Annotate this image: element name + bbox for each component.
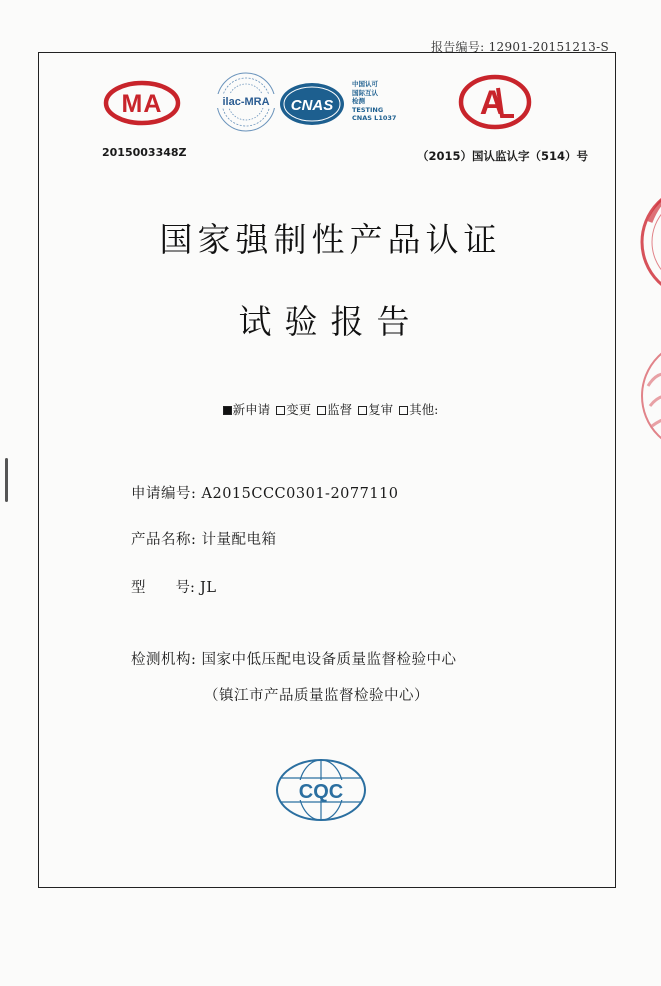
checkbox-checked [223, 406, 232, 415]
option-label: 新申请 [232, 402, 271, 417]
option-supervision [317, 402, 352, 417]
product-name-value: 计量配电箱 [201, 532, 277, 548]
cnas-caption-line: 国际互认 [352, 88, 378, 97]
red-seal [628, 182, 661, 322]
option-label: 复审 [368, 402, 394, 417]
product-name-row [131, 528, 277, 549]
checkbox [317, 406, 326, 415]
option-label: 其他: [409, 402, 439, 417]
report-subtitle: 试验报告 [238, 302, 423, 341]
cnas-caption-line: 中国认可 [352, 80, 378, 88]
model-row [131, 576, 216, 597]
option-label: 监督 [327, 402, 353, 417]
ma-logo [103, 80, 181, 126]
option-review [358, 402, 393, 417]
cnas-caption-line: CNAS L1037 [352, 114, 397, 122]
ilac-logo-text: ilac-MRA [222, 96, 270, 108]
cnas-caption-line: TESTING [352, 105, 384, 114]
option-change [276, 402, 311, 417]
approval-number: （2015）国认监认字（514）号 [416, 149, 588, 163]
product-name-label: 产品名称: [131, 532, 197, 548]
cnas-caption [352, 80, 422, 123]
report-number: 报告编号: 12901-20151213-S [430, 40, 609, 54]
cnas-logo [278, 80, 346, 128]
option-new [223, 402, 271, 417]
testing-lab-label: 检测机构: [131, 652, 197, 668]
checkbox [276, 406, 285, 415]
application-number-value: A2015CCC0301-2077110 [201, 486, 399, 502]
testing-lab-subvalue: （镇江市产品质量监督检验中心） [204, 688, 429, 704]
model-value: JL [200, 580, 217, 596]
testing-lab-value: 国家中低压配电设备质量监督检验中心 [201, 652, 457, 668]
ilac-mra-logo [214, 70, 278, 134]
cqc-logo-text: CQC [298, 781, 344, 803]
red-seal [628, 336, 661, 476]
application-number-row [131, 482, 399, 503]
checkbox [358, 406, 367, 415]
cnas-caption-line: 检测 [352, 97, 365, 105]
ma-logo-text: MA [121, 90, 163, 118]
cnas-logo-text: CNAS [290, 97, 334, 114]
model-label: 型 号: [131, 580, 195, 596]
testing-lab-row [131, 648, 457, 669]
application-type-options [0, 400, 661, 418]
report-title: 国家强制性产品认证 [159, 220, 502, 259]
cqc-logo [274, 758, 368, 822]
ma-cert-number: 2015003348Z [102, 146, 187, 159]
cal-logo-text: A [479, 84, 505, 122]
application-number-label: 申请编号: [131, 486, 197, 502]
binder-mark [5, 458, 8, 502]
checkbox [399, 406, 408, 415]
cal-logo [458, 74, 532, 130]
option-label: 变更 [286, 402, 312, 417]
option-other [399, 402, 438, 417]
